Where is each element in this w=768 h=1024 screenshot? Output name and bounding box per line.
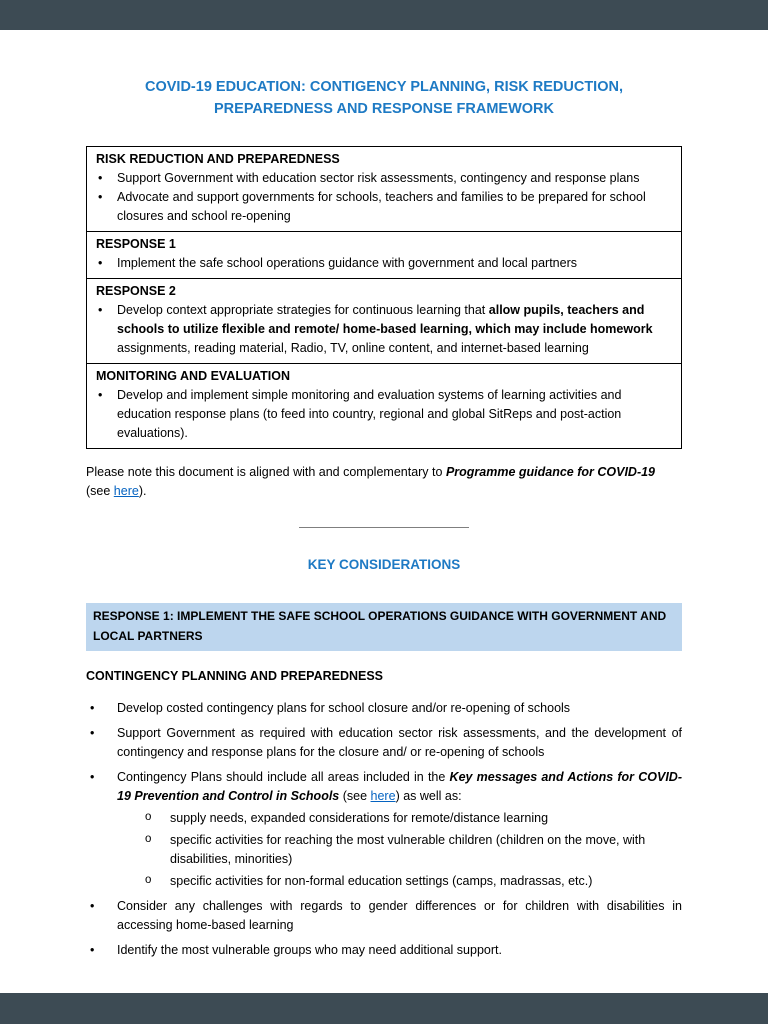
bullet-marker: • bbox=[90, 700, 95, 715]
table-bullet bbox=[96, 188, 672, 226]
bullet-text: Identify the most vulnerable groups who may need additional support. bbox=[117, 942, 502, 957]
list-item bbox=[86, 768, 682, 806]
bullet-marker: • bbox=[98, 255, 103, 270]
document-title bbox=[86, 76, 682, 121]
table-row-monitoring bbox=[87, 364, 681, 448]
list-item bbox=[86, 941, 682, 960]
programme-guidance-here-link[interactable]: here bbox=[113, 483, 139, 498]
sub-list-item bbox=[145, 809, 682, 828]
framework-table bbox=[86, 146, 682, 449]
key-considerations-list bbox=[86, 699, 682, 960]
table-bullet bbox=[96, 254, 672, 273]
note-bold-italic-segment: Programme guidance for COVID-19 bbox=[445, 464, 656, 479]
note-text-segment: (see bbox=[86, 483, 114, 498]
row-heading-response-2: RESPONSE 2 bbox=[96, 283, 176, 298]
bullet-text: Advocate and support governments for schools, teachers and families to be prepared for school closures and school re-opening bbox=[117, 189, 646, 223]
bullet-text-bold-segment: allow pupils, teachers and schools to utilize flexible and remote/ home-based learning, which may include homework bbox=[117, 302, 653, 336]
bullet-text: Consider any challenges with regards to gender differences or for children with disabilities in accessing home-based learning bbox=[117, 898, 682, 932]
bullet-marker: • bbox=[90, 898, 95, 913]
bullet-text-segment: Develop context appropriate strategies for continuous learning that bbox=[117, 302, 489, 317]
list-item bbox=[86, 897, 682, 935]
bullet-text: Implement the safe school operations guidance with government and local partners bbox=[117, 255, 577, 270]
bullet-text: Develop costed contingency plans for school closure and/or re-opening of schools bbox=[117, 700, 571, 715]
sub-list-item bbox=[145, 831, 682, 869]
document-title-line2: PREPAREDNESS AND RESPONSE FRAMEWORK bbox=[214, 101, 554, 118]
sub-bullet-marker: o bbox=[145, 873, 152, 886]
bullet-text: Develop and implement simple monitoring and evaluation systems of learning activities and education response plans (to feed into country, regional and global SitReps and post-action evaluations). bbox=[117, 387, 622, 440]
note-text-segment: Please note this document is aligned with and complementary to bbox=[86, 464, 446, 479]
bullet-text: specific activities for reaching the most vulnerable children (children on the move, with disabilities, minorities) bbox=[170, 832, 646, 866]
bullet-marker: • bbox=[98, 189, 103, 204]
sub-bullet-marker: o bbox=[145, 810, 152, 823]
list-item bbox=[86, 724, 682, 762]
response-1-section-heading: RESPONSE 1: IMPLEMENT THE SAFE SCHOOL OPERATIONS GUIDANCE WITH GOVERNMENT AND LOCAL PARTNERS bbox=[86, 603, 682, 650]
bullet-text: Support Government as required with education sector risk assessments, and the development of contingency and response plans for the closure and/ or re-opening of schools bbox=[117, 725, 682, 759]
bullet-bold-italic-segment: Key messages and Actions for COVID-19 Prevention and Control in Schools bbox=[117, 769, 682, 803]
row-heading-response-1: RESPONSE 1 bbox=[96, 236, 176, 251]
table-bullet bbox=[96, 386, 672, 443]
bullet-text bbox=[117, 301, 672, 358]
horizontal-rule bbox=[299, 527, 469, 528]
bullet-text-segment: ) as well as: bbox=[395, 788, 462, 803]
viewer-bottom-bar bbox=[0, 993, 768, 1024]
bullet-text-segment: Contingency Plans should include all areas included in the bbox=[117, 769, 450, 784]
list-item bbox=[86, 699, 682, 718]
sub-list-item bbox=[145, 872, 682, 891]
alignment-note bbox=[86, 463, 682, 501]
bullet-text bbox=[117, 768, 682, 806]
table-bullet bbox=[96, 169, 672, 188]
bullet-marker: • bbox=[90, 942, 95, 957]
document-page bbox=[0, 30, 768, 993]
key-messages-here-link[interactable]: here bbox=[370, 788, 396, 803]
sub-bullet-marker: o bbox=[145, 832, 152, 845]
bullet-marker: • bbox=[98, 302, 103, 317]
key-considerations-heading: KEY CONSIDERATIONS bbox=[307, 556, 461, 572]
bullet-text: supply needs, expanded considerations for remote/distance learning bbox=[170, 810, 549, 825]
table-row-response-1 bbox=[87, 232, 681, 279]
document-title-line1: COVID-19 EDUCATION: CONTIGENCY PLANNING, RISK REDUCTION, bbox=[145, 79, 623, 95]
table-row-risk-reduction bbox=[87, 147, 681, 232]
bullet-marker: • bbox=[98, 387, 103, 402]
row-heading-monitoring: MONITORING AND EVALUATION bbox=[96, 368, 290, 383]
viewer-top-bar bbox=[0, 0, 768, 30]
note-text-segment: ). bbox=[138, 483, 147, 498]
bullet-text: specific activities for non-formal education settings (camps, madrassas, etc.) bbox=[170, 873, 593, 888]
bullet-marker: • bbox=[98, 170, 103, 185]
table-bullet bbox=[96, 301, 672, 358]
row-heading-risk-reduction: RISK REDUCTION AND PREPAREDNESS bbox=[96, 151, 340, 166]
bullet-text-segment: assignments, reading material, Radio, TV, online content, and internet-based learning bbox=[117, 340, 589, 355]
table-row-response-2 bbox=[87, 279, 681, 364]
contingency-planning-subheading: CONTINGENCY PLANNING AND PREPAREDNESS bbox=[86, 668, 384, 683]
bullet-marker: • bbox=[90, 769, 95, 784]
bullet-marker: • bbox=[90, 725, 95, 740]
bullet-text-segment: (see bbox=[339, 788, 371, 803]
bullet-text: Support Government with education sector risk assessments, contingency and response plans bbox=[117, 170, 640, 185]
